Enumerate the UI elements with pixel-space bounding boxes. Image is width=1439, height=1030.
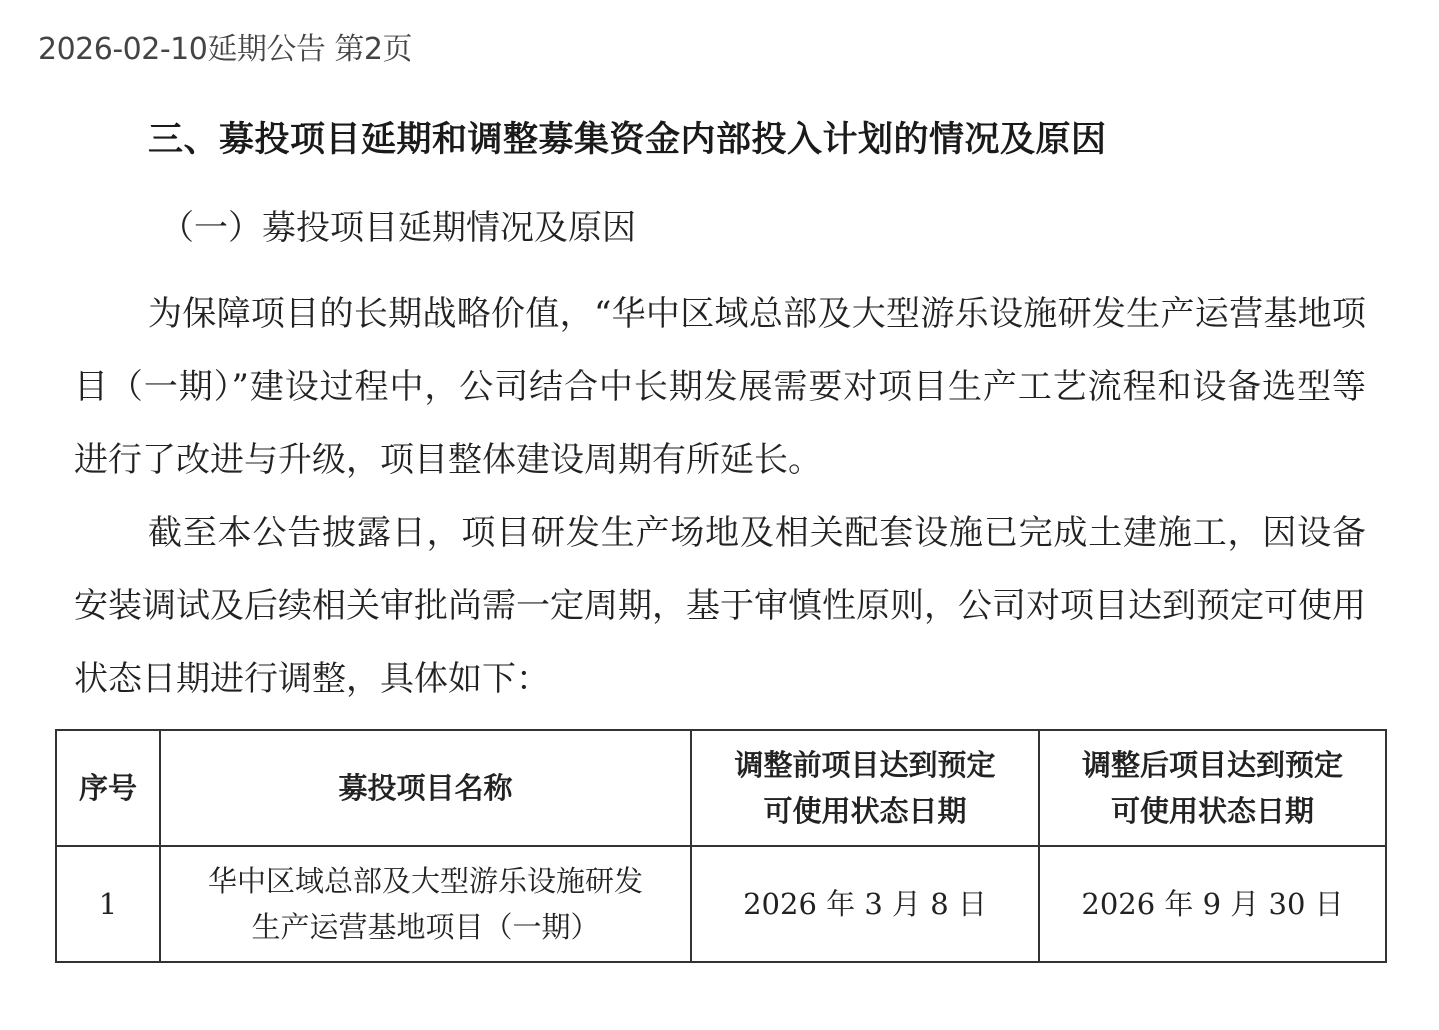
header-no: 序号 [56,730,160,846]
header-date-after [1039,730,1386,846]
header-date-before-line1: 调整前项目达到预定 [734,748,996,782]
page-header: 2026-02-10延期公告 第2页 [38,32,412,67]
cell-date-before: 2026 年 3 月 8 日 [691,846,1039,962]
header-date-after-line1: 调整后项目达到预定 [1081,748,1343,782]
header-date-before [691,730,1039,846]
section-heading: 三、募投项目延期和调整募集资金内部投入计划的情况及原因 [148,120,1107,160]
cell-project-name-line2: 生产运营基地项目（一期） [251,910,600,944]
sub-heading: （一）募投项目延期情况及原因 [160,208,636,248]
cell-project-name [160,846,691,962]
cell-project-name-line1: 华中区域总部及大型游乐设施研发 [207,864,643,898]
paragraph-date-adjustment: 截至本公告披露日，项目研发生产场地及相关配套设施已完成土建施工，因设备安装调试及后续相关审批尚需一定周期，基于审慎性原则，公司对项目达到预定可使用状态日期进行调整，具体如下： [74,513,1366,699]
table-header-row [56,730,1386,846]
header-project-name: 募投项目名称 [160,730,691,846]
project-date-table [55,729,1387,963]
header-date-before-line2: 可使用状态日期 [763,794,967,828]
table-row [56,846,1386,962]
paragraph-project-delay-reason: 为保障项目的长期战略价值，“华中区域总部及大型游乐设施研发生产运营基地项目（一期）”建设过程中，公司结合中长期发展需要对项目生产工艺流程和设备选型等进行了改进与升级，项目整体建设周期有所延长。 [74,294,1366,480]
cell-date-after: 2026 年 9 月 30 日 [1039,846,1386,962]
header-date-after-line2: 可使用状态日期 [1110,794,1314,828]
cell-no: 1 [56,846,160,962]
